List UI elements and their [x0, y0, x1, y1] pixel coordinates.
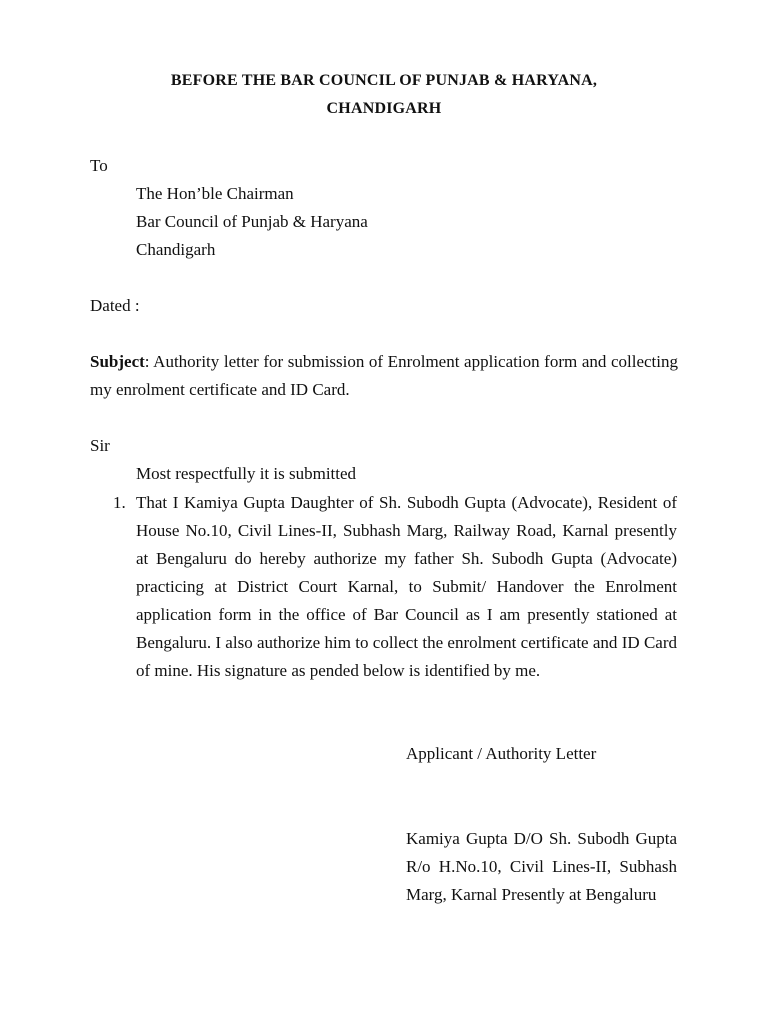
salutation: Sir: [90, 436, 110, 455]
subject-text: : Authority letter for submission of Enrolment application form and collecting my enrolment certificate and ID Card.: [90, 352, 678, 399]
addressee-line-2: Bar Council of Punjab & Haryana: [136, 212, 368, 231]
heading-line-2: CHANDIGARH: [326, 100, 442, 117]
subject-paragraph: [90, 348, 678, 404]
point-paragraph: That I Kamiya Gupta Daughter of Sh. Subodh Gupta (Advocate), Resident of House No.10, Civil Lines-II, Subhash Marg, Railway Road, Karnal presently at Bengaluru do hereby authorize my father Sh. Subodh Gupta (Advocate) practicing at District Court Karnal, to Submit/ Handover the Enrolment application form in the office of Bar Council as I am presently stationed at Bengaluru. I also authorize him to collect the enrolment certificate and ID Card of mine. His signature as pended below is identified by me.: [136, 493, 677, 680]
opening-line: Most respectfully it is submitted: [136, 464, 357, 483]
addressee-line-3: Chandigarh: [136, 240, 216, 259]
closing-label: Applicant / Authority Letter: [406, 744, 597, 763]
subject-label: Subject: [90, 352, 145, 371]
signatory-block: Kamiya Gupta D/O Sh. Subodh Gupta R/o H.No.10, Civil Lines-II, Subhash Marg, Karnal Presently at Bengaluru: [406, 829, 677, 904]
point-number: 1.: [113, 493, 126, 512]
to-label: To: [90, 156, 108, 175]
addressee-line-1: The Hon’ble Chairman: [136, 184, 294, 203]
heading-line-1: BEFORE THE BAR COUNCIL OF PUNJAB & HARYANA,: [170, 72, 598, 89]
dated-label: Dated :: [90, 296, 140, 315]
